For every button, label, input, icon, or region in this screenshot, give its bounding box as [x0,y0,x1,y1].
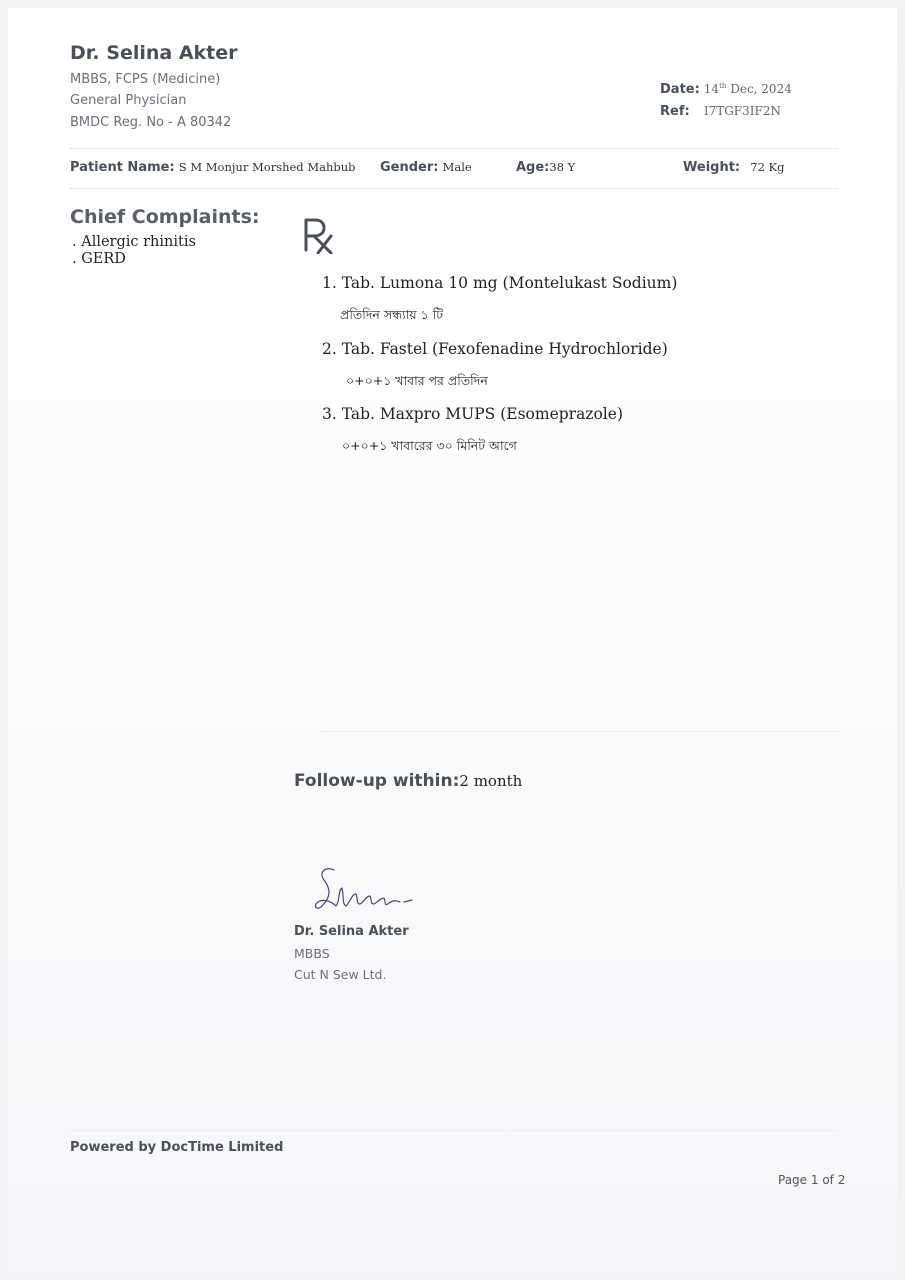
prescription-page [8,8,897,1272]
medicine-2-title: 2. Tab. Fastel (Fexofenadine Hydrochloride) [322,340,668,358]
follow-up-value: 2 month [459,772,523,790]
date-label: Date: [660,82,700,97]
medicine-3-title: 3. Tab. Maxpro MUPS (Esomeprazole) [322,405,623,423]
patient-name-field [70,160,356,175]
medicine-1-title: 1. Tab. Lumona 10 mg (Montelukast Sodium) [322,274,678,292]
powered-by: Powered by DocTime Limited [70,1140,284,1155]
patient-divider [70,188,838,189]
patient-weight-field [683,160,785,175]
follow-up [294,771,522,791]
chief-complaints-list [72,234,227,296]
doctor-registration: BMDC Reg. No - A 80342 [70,115,232,130]
patient-age-field [516,160,575,175]
doctor-name: Dr. Selina Akter [70,42,238,64]
patient-weight-label: Weight: [683,160,741,175]
patient-gender-field [380,160,472,175]
follow-up-label: Follow-up within: [294,771,460,791]
prescription-divider [320,731,840,732]
complaint-item: . GERD [72,251,126,267]
doctor-title: General Physician [70,93,187,108]
header-divider [70,148,838,149]
patient-name-label: Patient Name: [70,160,175,175]
date-value: 14th Dec, 2024 [703,82,792,96]
page-number: Page 1 of 2 [778,1173,846,1187]
signature-degree: MBBS [294,946,330,961]
ref-value: I7TGF3IF2N [703,104,781,118]
medicine-2-dose: ০+০+১ খাবার পর প্রতিদিন [346,373,488,388]
patient-name-value: S M Monjur Morshed Mahbub [178,160,356,174]
signature-doctor-name: Dr. Selina Akter [294,924,409,939]
patient-age-value: 38 Y [549,160,576,174]
medicine-3-dose: ০+০+১ খাবারের ৩০ মিনিট আগে [342,438,517,453]
date-row [660,82,792,97]
footer-divider [70,1130,838,1131]
ref-label: Ref: [660,104,690,119]
doctor-degrees: MBBS, FCPS (Medicine) [70,72,221,87]
patient-weight-value: 72 Kg [750,160,785,174]
signature-icon [308,862,418,918]
complaint-item: . Allergic rhinitis [72,234,196,250]
patient-gender-label: Gender: [380,160,439,175]
patient-gender-value: Male [442,160,472,174]
rx-icon [300,214,334,254]
patient-age-label: Age: [516,160,550,175]
medicine-1-dose: প্রতিদিন সন্ধ্যায় ১ টি [340,307,444,322]
chief-complaints-title: Chief Complaints: [70,206,260,228]
ref-row [660,104,781,119]
signature-organization: Cut N Sew Ltd. [294,967,387,982]
